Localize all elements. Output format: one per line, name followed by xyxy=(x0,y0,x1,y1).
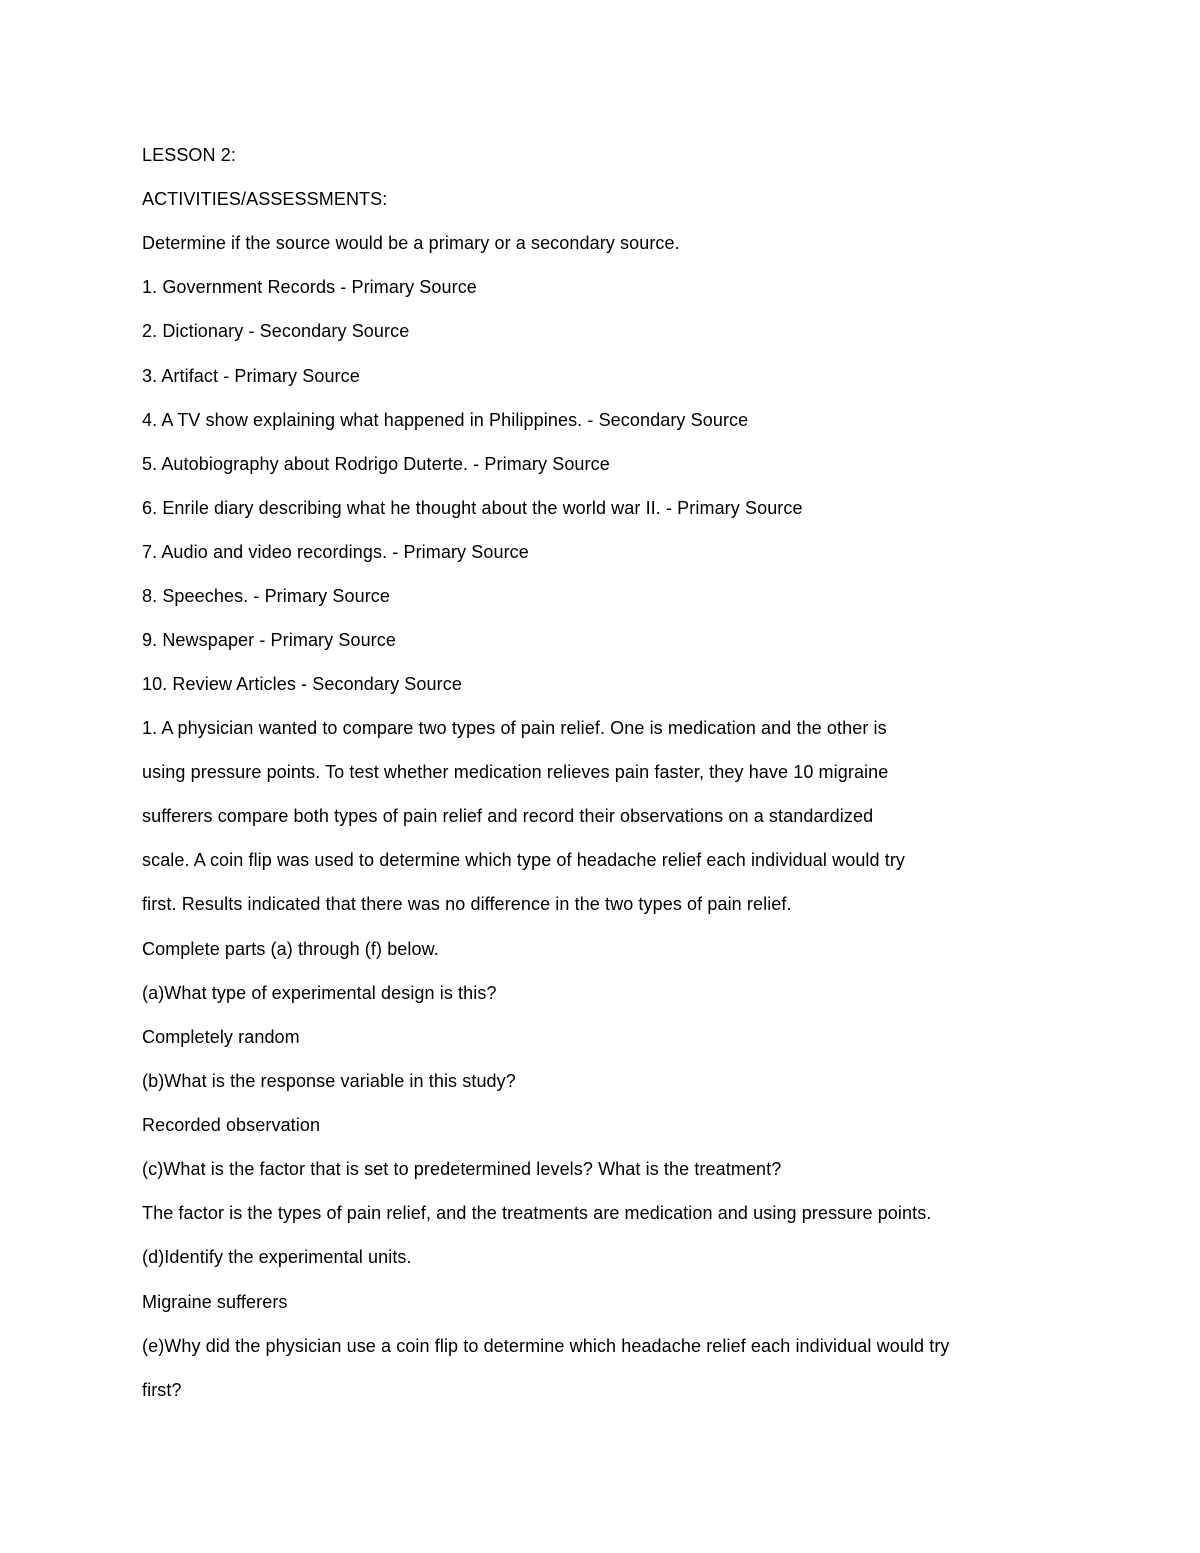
lesson-heading: LESSON 2: xyxy=(142,145,236,165)
list-item: 2. Dictionary - Secondary Source xyxy=(142,321,410,341)
question-d: (d)Identify the experimental units. xyxy=(142,1247,412,1267)
list-item: 6. Enrile diary describing what he thought about the world war II. - Primary Source xyxy=(142,498,803,518)
question-b: (b)What is the response variable in this study? xyxy=(142,1071,516,1091)
question-a: (a)What type of experimental design is this? xyxy=(142,983,497,1003)
problem-line: 1. A physician wanted to compare two types of pain relief. One is medication and the other is xyxy=(142,718,887,738)
list-item: 1. Government Records - Primary Source xyxy=(142,277,477,297)
answer-d: Migraine sufferers xyxy=(142,1292,288,1312)
question-c: (c)What is the factor that is set to predetermined levels? What is the treatment? xyxy=(142,1159,782,1179)
list-item: 9. Newspaper - Primary Source xyxy=(142,630,396,650)
parts-intro: Complete parts (a) through (f) below. xyxy=(142,939,439,959)
question-e: (e)Why did the physician use a coin flip to determine which headache relief each individual would try xyxy=(142,1336,950,1356)
answer-b: Recorded observation xyxy=(142,1115,321,1135)
list-item: 3. Artifact - Primary Source xyxy=(142,366,360,386)
problem-line: sufferers compare both types of pain relief and record their observations on a standardized xyxy=(142,806,874,826)
question-e-continued: first? xyxy=(142,1380,182,1400)
list-item: 7. Audio and video recordings. - Primary Source xyxy=(142,542,529,562)
section-subheading: ACTIVITIES/ASSESSMENTS: xyxy=(142,189,388,209)
list-item: 10. Review Articles - Secondary Source xyxy=(142,674,462,694)
list-item: 8. Speeches. - Primary Source xyxy=(142,586,391,606)
problem-line: first. Results indicated that there was no difference in the two types of pain relief. xyxy=(142,894,792,914)
answer-c: The factor is the types of pain relief, and the treatments are medication and using pressure points. xyxy=(142,1203,932,1223)
answer-a: Completely random xyxy=(142,1027,300,1047)
list-item: 5. Autobiography about Rodrigo Duterte. - Primary Source xyxy=(142,454,610,474)
problem-line: scale. A coin flip was used to determine which type of headache relief each individual would try xyxy=(142,850,906,870)
problem-line: using pressure points. To test whether medication relieves pain faster, they have 10 migraine xyxy=(142,762,889,782)
instruction-text: Determine if the source would be a primary or a secondary source. xyxy=(142,233,680,253)
list-item: 4. A TV show explaining what happened in Philippines. - Secondary Source xyxy=(142,410,749,430)
